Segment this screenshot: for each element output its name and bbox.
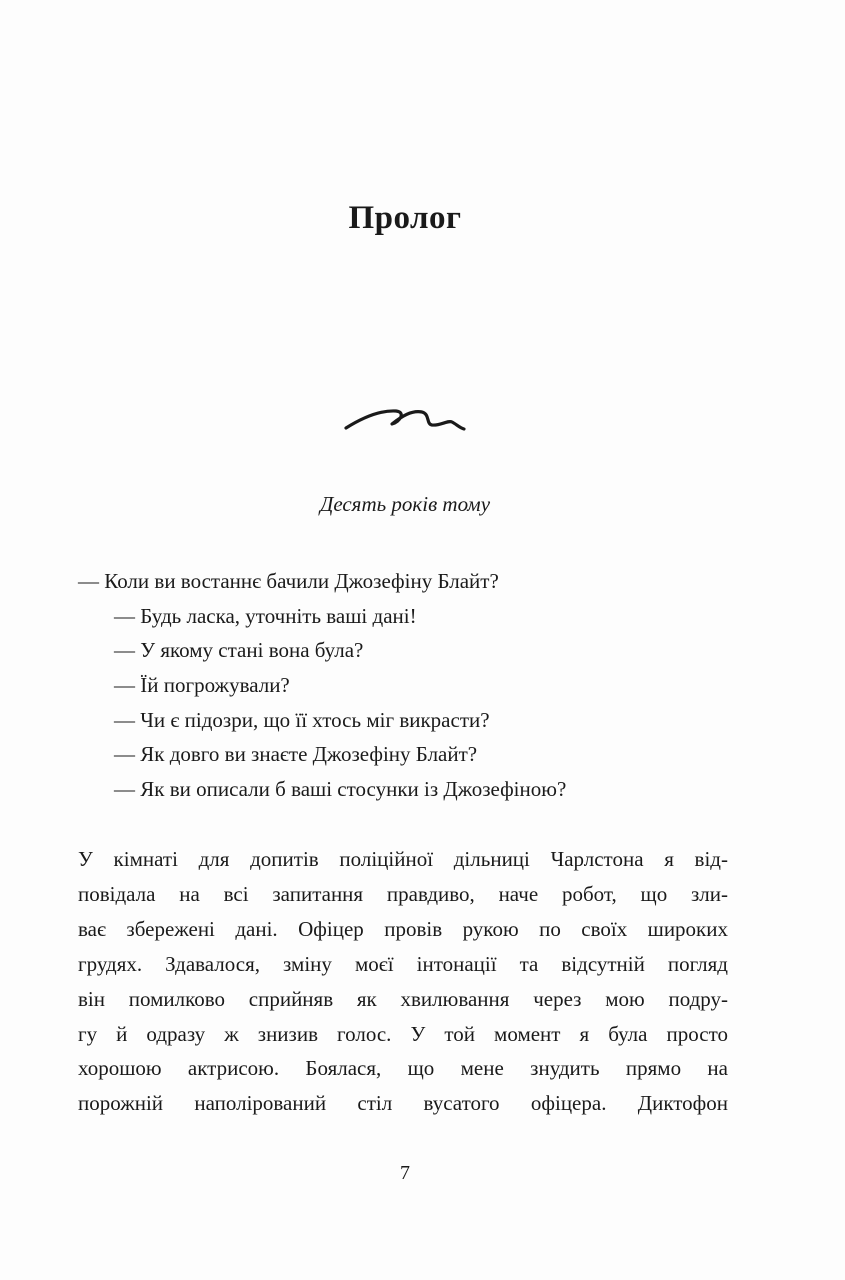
swash-ornament-icon	[340, 398, 470, 438]
dialogue-line: — Як ви описали б ваші стосунки із Джозефіною?	[114, 777, 567, 802]
body-line: грудях. Здавалося, зміну моєї інтонації та відсутній погляд	[78, 951, 728, 976]
body-line: гу й одразу ж знизив голос. У той момент я була просто	[78, 1021, 728, 1046]
dialogue-list	[78, 564, 738, 807]
body-line: порожній наполірований стіл вусатого офіцера. Диктофон	[78, 1091, 728, 1116]
dialogue-line: — У якому стані вона була?	[114, 638, 364, 663]
epigraph: Десять років тому	[319, 492, 491, 516]
body-line: У кімнаті для допитів поліційної дільниці Чарлстона я від-	[78, 847, 728, 871]
body-paragraph	[78, 842, 728, 1121]
dialogue-line: — Коли ви востаннє бачили Джозефіну Блайт?	[78, 569, 499, 593]
body-line: він помилково сприйняв як хвилювання через мою подру-	[78, 986, 728, 1011]
dialogue-line: — Їй погрожували?	[114, 673, 290, 698]
body-line: хорошою актрисою. Боялася, що мене знудить прямо на	[78, 1056, 728, 1081]
page-number: 7	[400, 1162, 410, 1184]
chapter-title: Пролог	[348, 200, 462, 236]
body-line: ває збережені дані. Офіцер провів рукою по своїх широких	[78, 916, 728, 941]
dialogue-line: — Як довго ви знаєте Джозефіну Блайт?	[114, 742, 478, 767]
body-line: повідала на всі запитання правдиво, наче робот, що зли-	[78, 881, 728, 906]
dialogue-line: — Чи є підозри, що її хтось міг викрасти?	[114, 707, 490, 732]
dialogue-line: — Будь ласка, уточніть ваші дані!	[114, 603, 417, 628]
